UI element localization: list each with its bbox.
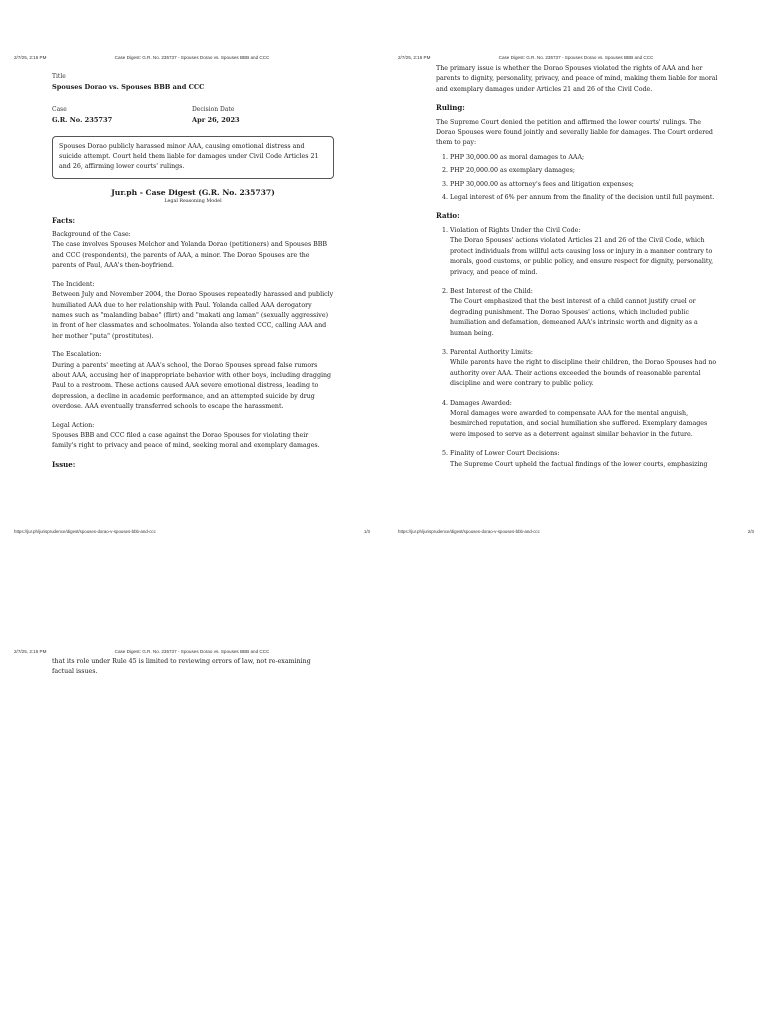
facts-heading: Facts: bbox=[52, 215, 76, 225]
facts-incident bbox=[52, 280, 334, 342]
footer-url: https://jur.ph/jurisprudence/digest/spouses-dorao-v-spouses-bbb-and-ccc bbox=[14, 529, 156, 534]
page-1-content bbox=[52, 72, 334, 474]
print-title: Case Digest: G.R. No. 235737 - Spouses Dorao vs. Spouses BBB and CCC bbox=[114, 55, 270, 60]
document-page-2 bbox=[384, 0, 768, 534]
escalation-title: The Escalation: bbox=[52, 351, 102, 359]
ratio-item-title: 5. Finality of Lower Court Decisions: bbox=[450, 450, 560, 458]
ratio-item-title: 2. Best Interest of the Child: bbox=[450, 287, 533, 295]
facts-legal-action bbox=[52, 421, 334, 452]
facts-background bbox=[52, 230, 334, 272]
print-timestamp: 2/7/25, 2:16 PM bbox=[14, 55, 47, 60]
list-item: 4. Legal interest of 6% per annum from the finality of the decision until full payment. bbox=[450, 193, 721, 203]
print-timestamp: 2/7/25, 2:16 PM bbox=[398, 55, 431, 60]
ruling-heading: Ruling: bbox=[436, 103, 465, 113]
incident-text: Between July and November 2004, the Dorao Spouses repeatedly harassed and publicly humiliated AAA due to her relationship with Paul. Yolanda called AAA derogatory names such as "malanding babae" (flirt) and "makati ang laman" (sexually aggressive) in front of her classmates and schoolmates. Yolanda also texted CCC, calling AAA and her mother "puta" (prostitutes). bbox=[52, 291, 334, 340]
page-number: 2/3 bbox=[747, 529, 754, 534]
background-text: The case involves Spouses Melchor and Yolanda Dorao (petitioners) and Spouses BBB and CCC (respondents), the parents of AAA, a minor. The Dorao Spouses are the parents of Paul, AAA's then-boyfriend. bbox=[52, 241, 328, 270]
list-item: 3. PHP 30,000.00 as attorney's fees and litigation expenses; bbox=[450, 180, 721, 190]
ruling-list bbox=[436, 153, 721, 204]
list-item bbox=[450, 449, 721, 470]
brand-subtitle: Legal Reasoning Model bbox=[164, 199, 222, 205]
ratio-item-title: 3. Parental Authority Limits: bbox=[450, 348, 533, 356]
title-label: Title bbox=[52, 73, 66, 80]
decision-date: Apr 26, 2023 bbox=[192, 116, 240, 125]
document-page-3 bbox=[0, 512, 384, 1024]
case-number: G.R. No. 235737 bbox=[52, 116, 113, 125]
case-meta-row bbox=[52, 105, 334, 126]
print-timestamp: 2/7/25, 2:16 PM bbox=[14, 649, 47, 654]
case-title: Spouses Dorao vs. Spouses BBB and CCC bbox=[52, 83, 205, 92]
ratio-item-text: The Dorao Spouses' actions violated Articles 21 and 26 of the Civil Code, which protect individuals from willful acts causing loss or injury in a manner contrary to morals, good customs, or public policy, and ensure respect for dignity, personality, privacy, and peace of mind. bbox=[450, 237, 714, 276]
decision-date-label: Decision Date bbox=[192, 105, 235, 113]
ruling-text: The Supreme Court denied the petition and affirmed the lower courts' rulings. The Dorao Spouses were found jointly and severally liable for damages. The Court ordered them to pay: bbox=[436, 118, 713, 147]
incident-title: The Incident: bbox=[52, 280, 95, 288]
list-item bbox=[450, 226, 721, 278]
ratio-item-text: The Court emphasized that the best interest of a child cannot justify cruel or degrading punishment. The Dorao Spouses' actions, which included public humiliation and defamation, demeaned AAA's intrinsic worth and dignity as a human being. bbox=[450, 298, 698, 337]
page-3-content bbox=[52, 657, 334, 678]
ratio-heading: Ratio: bbox=[436, 211, 460, 221]
list-item: 2. PHP 20,000.00 as exemplary damages; bbox=[450, 166, 721, 176]
list-item: 1. PHP 30,000.00 as moral damages to AAA; bbox=[450, 153, 721, 163]
escalation-text: During a parents' meeting at AAA's school, the Dorao Spouses spread false rumors about AAA, accusing her of inappropriate behavior with other boys, including dragging Paul to a restroom. These actions caused AAA severe emotional distress, leading to depression, a decline in academic performance, and an attempted suicide by drug overdose. AAA eventually transferred schools to escape the harassment. bbox=[52, 361, 332, 411]
legal-action-text: Spouses BBB and CCC filed a case against the Dorao Spouses for violating their family's right to privacy and peace of mind, seeking moral and exemplary damages. bbox=[52, 431, 320, 450]
ratio-list bbox=[436, 226, 721, 470]
ratio-item-text: Moral damages were awarded to compensate AAA for the mental anguish, besmirched reputation, and social humiliation she suffered. Exemplary damages were imposed to serve as a deterrent against similar behavior in the future. bbox=[450, 409, 708, 438]
ratio-item-text: While parents have the right to discipline their children, the Dorao Spouses had no authority over AAA. Their actions exceeded the bounds of reasonable parental discipline and were contrary to public policy. bbox=[450, 359, 717, 388]
ratio-continuation-text: that its role under Rule 45 is limited to reviewing errors of law, not re-examining factual issues. bbox=[52, 658, 311, 676]
print-title: Case Digest: G.R. No. 235737 - Spouses Dorao vs. Spouses BBB and CCC bbox=[498, 55, 654, 60]
legal-action-title: Legal Action: bbox=[52, 421, 95, 429]
print-title: Case Digest: G.R. No. 235737 - Spouses Dorao vs. Spouses BBB and CCC bbox=[114, 649, 270, 654]
ratio-item-title: 4. Damages Awarded: bbox=[450, 399, 512, 407]
ratio-item-title: 1. Violation of Rights Under the Civil Code: bbox=[450, 226, 581, 234]
list-item bbox=[450, 399, 721, 441]
facts-escalation bbox=[52, 350, 334, 412]
page-number: 1/3 bbox=[363, 529, 370, 534]
list-item bbox=[450, 348, 721, 390]
document-page-1 bbox=[0, 0, 384, 534]
ratio-item-text: The Supreme Court upheld the factual findings of the lower courts, emphasizing bbox=[450, 460, 708, 468]
brand-title: Jur.ph - Case Digest (G.R. No. 235737) bbox=[111, 187, 275, 197]
page-2-content bbox=[436, 64, 721, 479]
footer-url: https://jur.ph/jurisprudence/digest/spouses-dorao-v-spouses-bbb-and-ccc bbox=[398, 529, 540, 534]
issue-text: The primary issue is whether the Dorao Spouses violated the rights of AAA and her parents to dignity, personality, privacy, and peace of mind, making them liable for moral and exemplary damages under Articles 21 and 26 of the Civil Code. bbox=[436, 65, 718, 93]
case-label: Case bbox=[52, 105, 67, 113]
issue-heading: Issue: bbox=[52, 459, 76, 469]
list-item bbox=[450, 287, 721, 339]
case-summary-box: Spouses Dorao publicly harassed minor AAA, causing emotional distress and suicide attempt. Court held them liable for damages under Civil Code Articles 21 and 26, affirming lower courts' rulings. bbox=[52, 136, 334, 179]
background-title: Background of the Case: bbox=[52, 231, 131, 239]
